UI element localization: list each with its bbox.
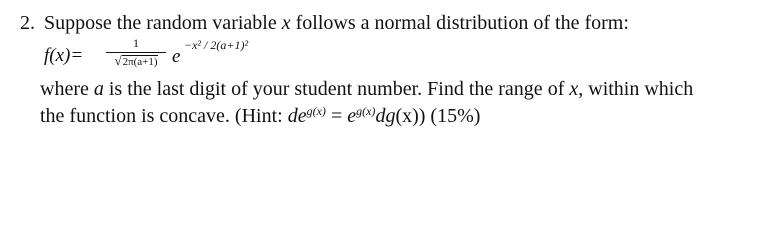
- hint-exp-base: e: [347, 105, 357, 127]
- fraction-denominator: [106, 54, 166, 69]
- hint-exponent-1: g(x): [306, 104, 326, 118]
- hint-equals: =: [330, 105, 343, 127]
- hint-prefix: the function is concave. (Hint:: [40, 105, 283, 127]
- variable-a: a: [93, 78, 104, 100]
- variable-x: x: [281, 12, 291, 34]
- intro-text-before: Suppose the random variable: [44, 12, 277, 34]
- fraction-numerator: 1: [133, 36, 139, 50]
- problem-number: 2.: [20, 12, 35, 34]
- where-text-3: , within which: [578, 78, 694, 100]
- intro-text-after: follows a normal distribution of the form:: [295, 12, 629, 34]
- hint-tail: (x)) (15%): [395, 105, 481, 127]
- formula-fraction: [106, 37, 166, 69]
- sqrt-radicand: 2π(a+1): [122, 56, 158, 68]
- exponential-base: e: [172, 46, 181, 67]
- formula-lhs: f(x)=: [44, 45, 84, 66]
- hint-exponent-2: g(x): [356, 104, 376, 118]
- hint-derivative: de: [287, 105, 307, 127]
- exponential-exponent: −x² / 2(a+1)²: [184, 38, 249, 52]
- hint-line: [40, 104, 480, 128]
- sqrt-icon: √: [114, 53, 122, 68]
- hint-dg: dg: [375, 105, 396, 127]
- where-line: [40, 78, 693, 101]
- where-text-1: where: [40, 78, 89, 100]
- where-text-2: is the last digit of your student number. Find the range of: [108, 78, 565, 100]
- where-variable-x: x: [569, 78, 579, 100]
- problem-intro-line: [20, 12, 629, 35]
